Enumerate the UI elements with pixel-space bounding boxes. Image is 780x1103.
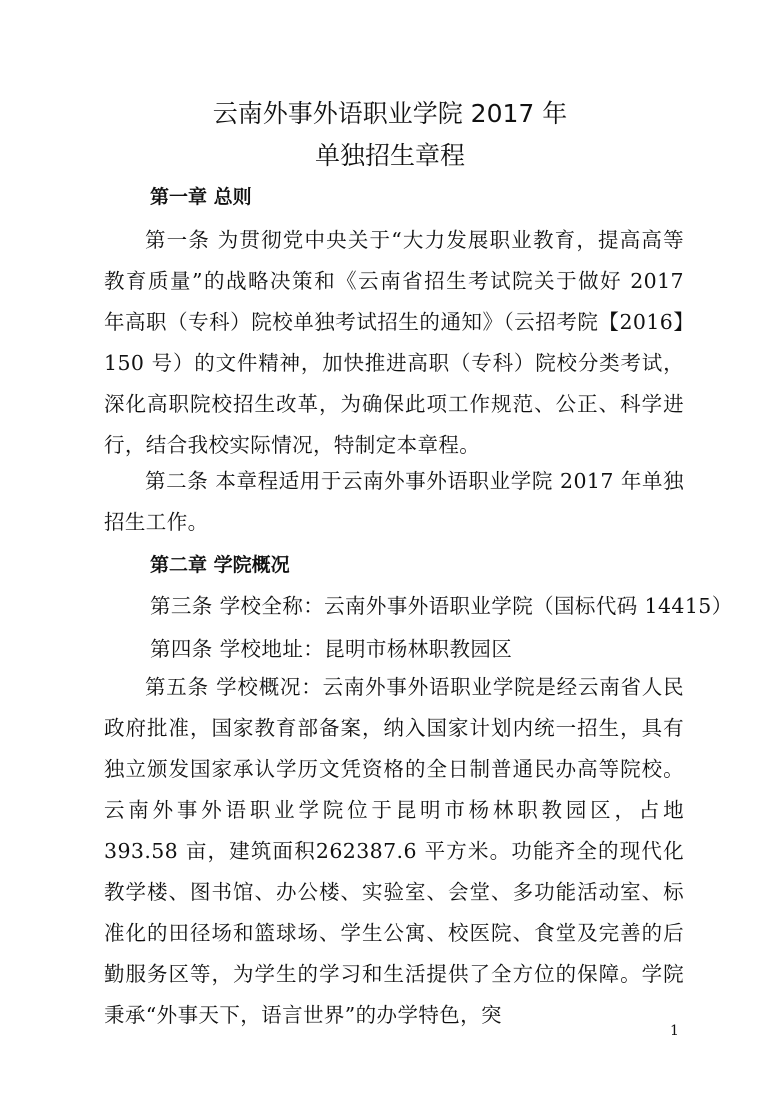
document-title-line2: 单独招生章程 <box>314 141 465 170</box>
chapter1-heading: 第一章 总则 <box>150 186 252 208</box>
article1-paragraph: 第一条 为贯彻党中央关于“大力发展职业教育，提高高等教育质量”的战略决策和《云南省招生考试院关于做好 2017 年高职（专科）院校单独考试招生的通知》（云招考院【2016】150 号）的文件精神，加快推进高职（专科）院校分类考试，深化高职院校招生改革，为确保此项工作规范、公正、科学进行，结合我校实际情况，特制定本章程。 <box>104 228 684 457</box>
article3-paragraph: 第三条 学校全称：云南外事外语职业学院（国标代码 14415） <box>150 594 733 618</box>
article2-paragraph: 第二条 本章程适用于云南外事外语职业学院 2017 年单独招生工作。 <box>104 469 684 534</box>
article4-paragraph: 第四条 学校地址：昆明市杨林职教园区 <box>150 637 513 661</box>
page-number: 1 <box>670 1023 679 1039</box>
document-title-line1: 云南外事外语职业学院 2017 年 <box>212 99 568 128</box>
chapter2-heading: 第二章 学院概况 <box>150 554 290 576</box>
article5-paragraph: 第五条 学校概况：云南外事外语职业学院是经云南省人民政府批准，国家教育部备案，纳入国家计划内统一招生，具有独立颁发国家承认学历文凭资格的全日制普通民办高等院校。云南外事外语职业学院位于昆明市杨林职教园区，占地 393.58 亩，建筑面积262387.6 平方米。功能齐全的现代化教学楼、图书馆、办公楼、实验室、会堂、多功能活动室、标准化的田径场和篮球场、学生公寓、校医院、食堂及完善的后勤服务区等，为学生的学习和生活提供了全方位的保障。学院秉承“外事天下，语言世界”的办学特色，突 <box>104 675 684 1027</box>
